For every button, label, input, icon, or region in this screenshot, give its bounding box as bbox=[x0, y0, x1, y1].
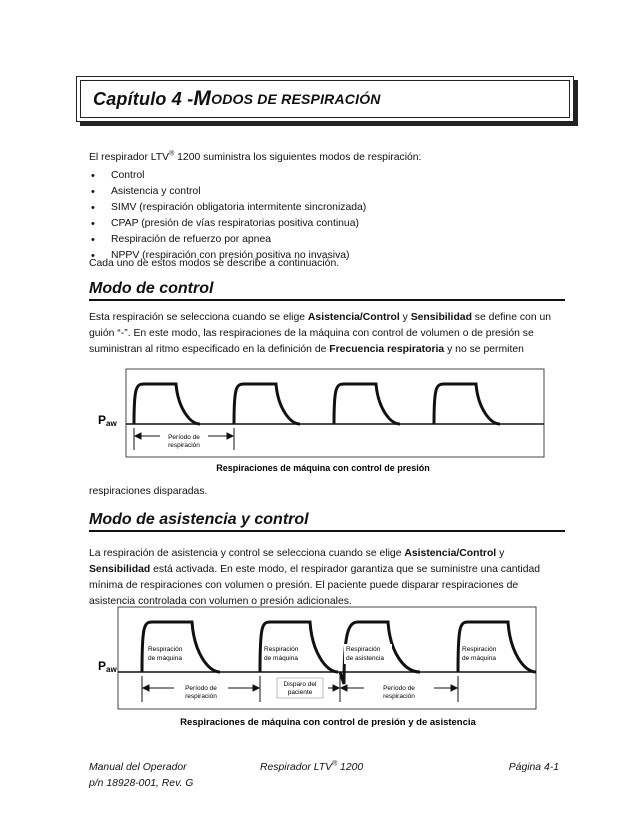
control-paragraph bbox=[89, 310, 559, 358]
footer-product-pre: Respirador LTV bbox=[260, 762, 332, 773]
control-bold-1: Asistencia/Control bbox=[307, 312, 400, 323]
control-text-4: y no se permiten bbox=[444, 344, 524, 355]
breath-label-4-line1: Respiración bbox=[462, 646, 497, 653]
intro-text-pre: El respirador LTV bbox=[89, 152, 170, 163]
figure-control-mode bbox=[88, 366, 558, 480]
control-bold-2: Sensibilidad bbox=[410, 312, 472, 323]
chapter-initial: M bbox=[193, 87, 212, 110]
figure-caption: Respiraciones de máquina con control de presión y de asistencia bbox=[180, 717, 476, 728]
waveform-breath bbox=[434, 384, 500, 424]
breath-label-3-line2: de asistencia bbox=[346, 655, 384, 662]
footer-registered-mark: ® bbox=[332, 760, 338, 768]
period-1-line1: Período de bbox=[185, 685, 217, 692]
breath-label-1-line2: de máquina bbox=[148, 655, 182, 662]
chapter-title bbox=[80, 80, 570, 118]
period-label-line2: respiración bbox=[168, 442, 200, 449]
control-text-2: y bbox=[399, 312, 411, 323]
intro-registered-mark: ® bbox=[169, 150, 175, 158]
breath-label-1-line1: Respiración bbox=[148, 646, 183, 653]
chapter-prefix: Capítulo 4 - bbox=[93, 88, 194, 109]
assist-control-paragraph bbox=[89, 546, 559, 610]
after-list-text: Cada uno de estos modos se describe a continuación. bbox=[89, 258, 340, 269]
chapter-title-box bbox=[76, 76, 574, 122]
breath-label-3-line1: Respiración bbox=[346, 646, 381, 653]
list-item: • Control bbox=[89, 168, 366, 184]
control-text-1: Esta respiración se selecciona cuando se elige bbox=[89, 312, 308, 323]
list-item: • Asistencia y control bbox=[89, 184, 366, 200]
assist-text-1: La respiración de asistencia y control se selecciona cuando se elige bbox=[89, 548, 405, 559]
breath-label-2-line1: Respiración bbox=[264, 646, 299, 653]
section-title-control: Modo de control bbox=[89, 280, 565, 301]
control-bold-3: Frecuencia respiratoria bbox=[329, 344, 445, 355]
list-item: • Respiración de refuerzo por apnea bbox=[89, 232, 366, 248]
footer-page-number: Página 4-1 bbox=[508, 762, 559, 773]
period-2-line2: respiración bbox=[383, 693, 415, 700]
assist-bold-1: Asistencia/Control bbox=[404, 548, 497, 559]
assist-bold-2: Sensibilidad bbox=[89, 564, 151, 575]
control-text-3: se define con un guión “-”. En este modo, las respiraciones de la máquina con control de volumen o de presión se suministran al ritmo especificado en la definición de bbox=[89, 312, 552, 355]
pressure-waveform bbox=[134, 384, 500, 424]
figure-assist-control-mode bbox=[88, 604, 558, 732]
list-item: • NPPV (respiración con presión positiva no invasiva) bbox=[89, 248, 366, 264]
intro-text-post: 1200 suministra los siguientes modos de respiración: bbox=[174, 152, 422, 163]
list-item: • SIMV (respiración obligatoria intermitente sincronizada) bbox=[89, 200, 366, 216]
footer-center bbox=[260, 760, 363, 776]
waveform-breath bbox=[234, 384, 300, 424]
breath-label-2-line2: de máquina bbox=[264, 655, 298, 662]
list-item: • CPAP (presión de vías respiratorias positiva continua) bbox=[89, 216, 366, 232]
figure-caption: Respiraciones de máquina con control de presión bbox=[216, 463, 430, 473]
period-2-line1: Período de bbox=[383, 685, 415, 692]
paw-label: Paw bbox=[98, 659, 117, 674]
intro-paragraph bbox=[89, 150, 559, 166]
modes-list bbox=[89, 168, 366, 264]
breath-label-4-line2: de máquina bbox=[462, 655, 496, 662]
footer-product-post: 1200 bbox=[337, 762, 364, 773]
section-title-assist-control: Modo de asistencia y control bbox=[89, 511, 565, 532]
assist-text-3: está activada. En este modo, el respirador garantiza que se suministre una cantidad mínima de respiraciones con volumen o presión. El paciente puede disparar respiraciones de asistencia controlada con volumen o presión adicionales. bbox=[89, 564, 541, 607]
control-continuation: respiraciones disparadas. bbox=[89, 486, 208, 497]
period-1-line2: respiración bbox=[185, 693, 217, 700]
trigger-line2: paciente bbox=[287, 689, 313, 696]
paw-label: Paw bbox=[98, 413, 117, 428]
waveform-breath bbox=[334, 384, 400, 424]
chapter-rest: ODOS DE RESPIRACIÓN bbox=[211, 91, 381, 107]
trigger-line1: Disparo del bbox=[283, 681, 317, 688]
assist-text-2: y bbox=[496, 548, 505, 559]
footer-part-number: p/n 18928-001, Rev. G bbox=[89, 778, 194, 789]
footer-manual: Manual del Operador bbox=[89, 762, 187, 773]
period-label-line1: Período de bbox=[168, 434, 200, 441]
footer-left bbox=[89, 760, 193, 792]
waveform-breath bbox=[134, 384, 200, 424]
